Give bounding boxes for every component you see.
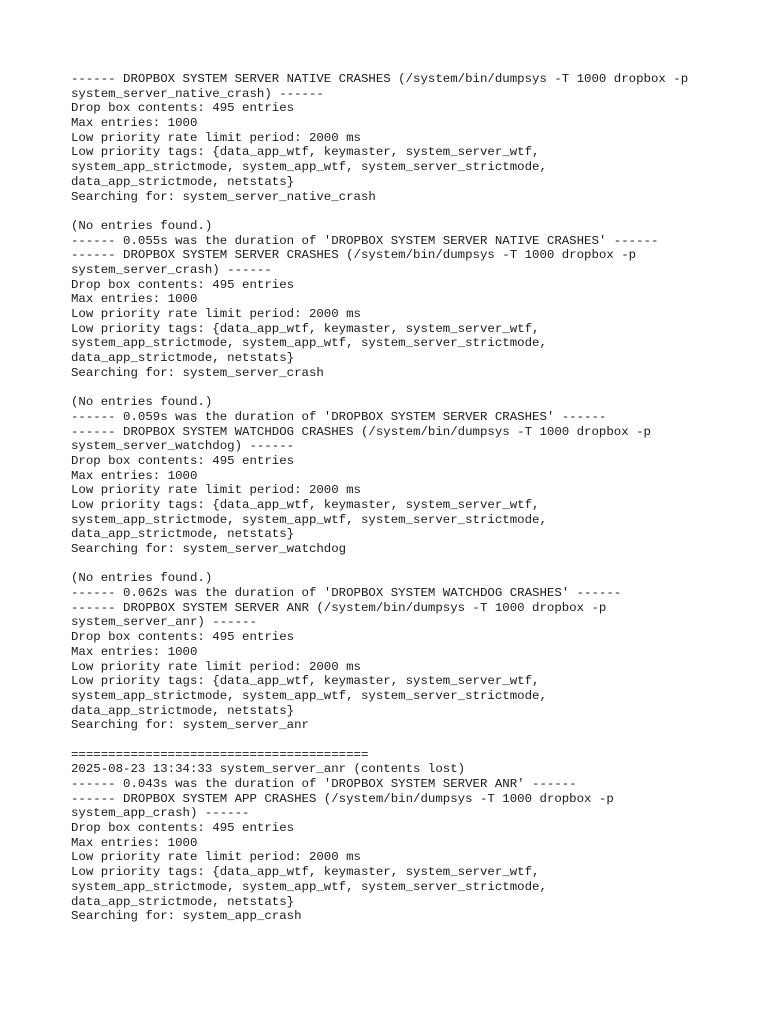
log-line: Drop box contents: 495 entries [71,821,295,836]
log-line: Drop box contents: 495 entries [71,101,295,116]
log-line: Low priority rate limit period: 2000 ms [71,659,361,674]
log-line: ------ 0.055s was the duration of 'DROPBOX SYSTEM SERVER NATIVE CRASHES' ------ [71,233,659,248]
log-line: system_app_strictmode, system_app_wtf, system_server_strictmode, [71,879,547,894]
log-line: (No entries found.) [71,218,213,233]
log-line: ------ 0.059s was the duration of 'DROPBOX SYSTEM SERVER CRASHES' ------ [71,409,607,424]
log-line: Low priority tags: {data_app_wtf, keymaster, system_server_wtf, [71,497,540,512]
log-line: Low priority rate limit period: 2000 ms [71,307,361,321]
log-line: ------ DROPBOX SYSTEM WATCHDOG CRASHES (/system/bin/dumpsys -T 1000 dropbox -p [71,424,651,439]
log-document [71,72,751,924]
log-line: Low priority tags: {data_app_wtf, keymaster, system_server_wtf, [71,865,540,880]
log-line: Low priority rate limit period: 2000 ms [71,483,361,498]
log-line: system_app_strictmode, system_app_wtf, system_server_strictmode, [71,512,547,527]
log-line: (No entries found.) [71,395,213,410]
log-line: Low priority tags: {data_app_wtf, keymaster, system_server_wtf, [71,145,540,160]
log-line [71,557,751,572]
log-line: data_app_strictmode, netstats} [71,527,295,542]
log-line: Drop box contents: 495 entries [71,453,295,468]
log-line: Low priority rate limit period: 2000 ms [71,130,361,145]
log-line: system_app_crash) ------ [71,806,250,821]
log-line: ======================================== [71,747,369,762]
log-line: Searching for: system_app_crash [71,909,302,924]
log-line: ------ DROPBOX SYSTEM SERVER CRASHES (/system/bin/dumpsys -T 1000 dropbox -p [71,248,637,263]
log-line: system_app_strictmode, system_app_wtf, system_server_strictmode, [71,160,547,175]
log-line: ------ 0.043s was the duration of 'DROPBOX SYSTEM SERVER ANR' ------ [71,777,577,791]
log-line: ------ 0.062s was the duration of 'DROPBOX SYSTEM WATCHDOG CRASHES' ------ [71,586,622,601]
log-line: data_app_strictmode, netstats} [71,894,295,909]
log-line: Max entries: 1000 [71,468,198,483]
log-line: Searching for: system_server_crash [71,365,324,380]
log-line: (No entries found.) [71,571,213,586]
log-line: 2025-08-23 13:34:33 system_server_anr (contents lost) [71,762,466,777]
log-line: data_app_strictmode, netstats} [71,174,295,189]
log-line [71,204,751,219]
log-line: Drop box contents: 495 entries [71,630,295,645]
log-line: Drop box contents: 495 entries [71,277,295,292]
log-line: ------ DROPBOX SYSTEM APP CRASHES (/system/bin/dumpsys -T 1000 dropbox -p [71,791,614,806]
log-line: system_app_strictmode, system_app_wtf, system_server_strictmode, [71,336,547,351]
log-line: system_server_watchdog) ------ [71,439,295,454]
log-line: system_server_anr) ------ [71,615,257,630]
log-line: Max entries: 1000 [71,116,198,131]
log-line: Max entries: 1000 [71,644,198,659]
log-line: Low priority tags: {data_app_wtf, keymaster, system_server_wtf, [71,321,540,336]
log-line: Low priority rate limit period: 2000 ms [71,850,361,865]
log-line: system_server_crash) ------ [71,262,272,277]
log-line: Max entries: 1000 [71,835,198,850]
log-line [71,380,751,395]
log-line: system_server_native_crash) ------ [71,86,324,101]
log-line: system_app_strictmode, system_app_wtf, system_server_strictmode, [71,688,547,703]
log-line: Searching for: system_server_watchdog [71,542,347,556]
log-line: ------ DROPBOX SYSTEM SERVER ANR (/system/bin/dumpsys -T 1000 dropbox -p [71,600,607,615]
log-line: data_app_strictmode, netstats} [71,351,295,366]
log-line: data_app_strictmode, netstats} [71,703,295,718]
log-line: ------ DROPBOX SYSTEM SERVER NATIVE CRASHES (/system/bin/dumpsys -T 1000 dropbox -p [71,72,689,86]
log-line: Low priority tags: {data_app_wtf, keymaster, system_server_wtf, [71,674,540,689]
log-line: Max entries: 1000 [71,292,198,307]
log-line: Searching for: system_server_anr [71,718,309,733]
log-line [71,733,751,748]
log-line: Searching for: system_server_native_crash [71,189,376,204]
